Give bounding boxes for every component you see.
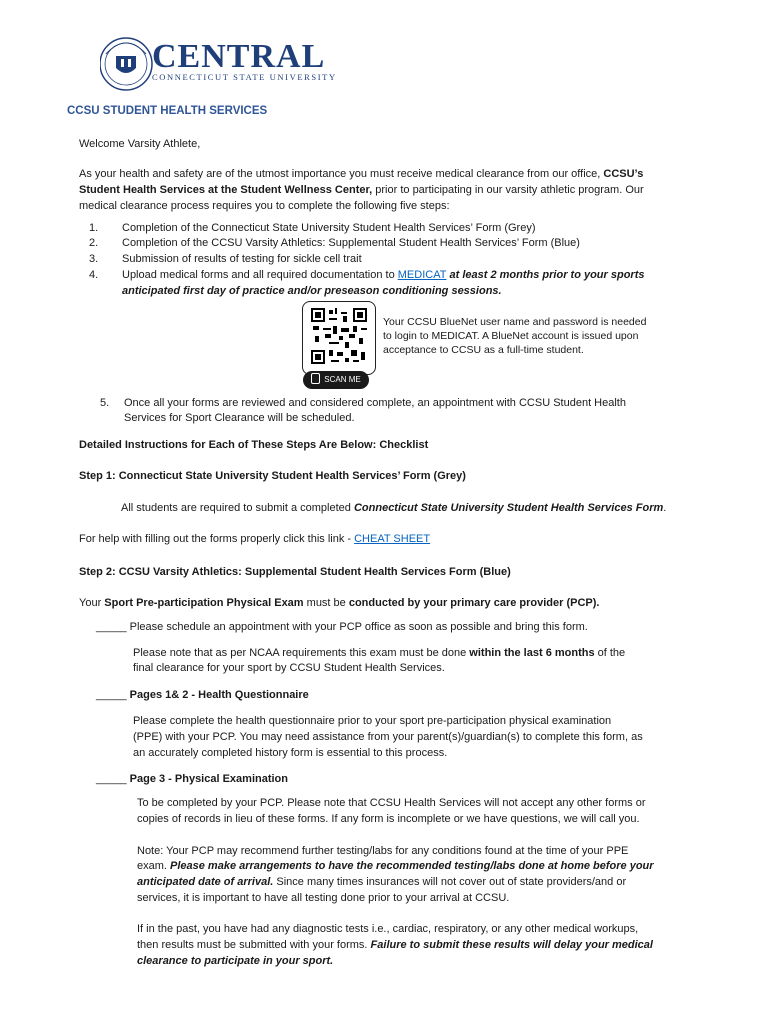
hq-line-3: an accurately completed history form is essential to this process. <box>133 747 448 759</box>
intro-line-1 <box>79 167 643 183</box>
pe-line-2: copies of records in lieu of these forms. If any form is incomplete or we have questions, we will call you. <box>137 813 640 825</box>
cheat-sheet-link[interactable]: CHEAT SHEET <box>354 533 431 545</box>
ppe-your: Your <box>79 597 105 609</box>
past-bold: Failure to submit these results will delay your medical <box>370 939 653 951</box>
phone-icon <box>311 373 320 384</box>
step-4-bold-line-2: anticipated first day of practice and/or preseason conditioning sessions. <box>122 285 502 297</box>
ncaa-text-2: of the <box>594 647 626 659</box>
ppe-pcp-bold: conducted by your primary care provider (PCP). <box>348 597 600 609</box>
checklist-blank[interactable]: _____ <box>96 689 127 701</box>
ppe-must-be: must be <box>303 597 349 609</box>
checklist-blank[interactable]: _____ <box>96 773 127 785</box>
step-5-line-2: Services for Sport Clearance will be scheduled. <box>124 412 355 424</box>
medicat-link[interactable]: MEDICAT <box>397 269 447 281</box>
note-bold: Please make arrangements to have the recommended testing/labs done at home before your <box>170 860 654 872</box>
schedule-text: Please schedule an appointment with your PCP office as soon as possible and bring this form. <box>126 621 588 633</box>
brand-name: CENTRAL <box>152 38 326 75</box>
step-item: Completion of the CCSU Varsity Athletics: Supplemental Student Health Services’ Form (Blue) <box>122 237 580 249</box>
pages-1-2-title: Pages 1& 2 - Health Questionnaire <box>126 689 309 701</box>
ppe-bold: Sport Pre-participation Physical Exam <box>104 597 304 609</box>
step-item <box>122 268 645 284</box>
ppe-line <box>79 596 599 612</box>
step-item: Completion of the Connecticut State University Student Health Services’ Form (Grey) <box>122 222 536 234</box>
step-1-text <box>121 501 666 517</box>
hq-line-1: Please complete the health questionnaire prior to your sport pre-participation physical examination <box>133 715 612 727</box>
intro-text-2: prior to participating in our varsity athletic program. Our <box>372 184 644 196</box>
step-1-form-name: Connecticut State University Student Health Services Form <box>353 502 664 514</box>
step-1-lead: All students are required to submit a completed <box>121 502 354 514</box>
step-number: 3. <box>89 253 99 265</box>
note-exam: exam. <box>137 860 171 872</box>
step-number: 2. <box>89 237 99 249</box>
hq-line-2: (PPE) with your PCP. You may need assistance from your parent(s)/guardian(s) to complete this form, as <box>133 731 643 743</box>
scan-me-label: SCAN ME <box>324 375 361 384</box>
past-text: then results must be submitted with your forms. <box>137 939 371 951</box>
detailed-instructions-heading: Detailed Instructions for Each of These Steps Are Below: Checklist <box>79 439 429 451</box>
step-2-title: Step 2: CCSU Varsity Athletics: Supplemental Student Health Services Form (Blue) <box>79 566 511 578</box>
step-4-text: Upload medical forms and all required documentation to <box>122 269 398 281</box>
intro-text: As your health and safety are of the utmost importance you must receive medical clearance from our office, <box>79 168 604 180</box>
step-item: Submission of results of testing for sickle cell trait <box>122 253 362 265</box>
intro-bold-2: Student Health Services at the Student Wellness Center, <box>79 184 373 196</box>
ncaa-line-1 <box>133 646 625 662</box>
qr-code-frame <box>302 301 376 375</box>
scan-me-badge <box>303 371 369 389</box>
checklist-item-page-3 <box>96 772 288 788</box>
step-1-title: Step 1: Connecticut State University Student Health Services’ Form (Grey) <box>79 470 466 482</box>
step-number: 1. <box>89 222 99 234</box>
note-line-3 <box>137 875 626 891</box>
past-line-3: clearance to participate in your sport. <box>137 955 334 967</box>
note-line-4: services, it is important to have all testing done prior to your arrival at CCSU. <box>137 892 510 904</box>
past-line-2 <box>137 938 653 954</box>
bluenet-note: Your CCSU BlueNet user name and password is needed to login to MEDICAT. A BlueNet account is issued upon acceptance to CCSU as a full-time student. <box>383 316 647 356</box>
qr-code[interactable] <box>311 308 367 364</box>
intro-line-2 <box>79 183 644 199</box>
note-text: Since many times insurances will not cover out of state providers/and or <box>273 876 627 888</box>
greeting: Welcome Varsity Athlete, <box>79 138 201 150</box>
note-line-1: Note: Your PCP may recommend further testing/labs for any conditions found at the time of your PPE <box>137 845 629 857</box>
intro-line-3: medical clearance process requires you to complete the following five steps: <box>79 200 450 212</box>
note-bold-2: anticipated date of arrival. <box>137 876 274 888</box>
help-line <box>79 532 430 548</box>
checklist-item-schedule <box>96 620 588 636</box>
past-line-1: If in the past, you have had any diagnostic tests i.e., cardiac, respiratory, or any other medical workups, <box>137 923 639 935</box>
help-text: For help with filling out the forms properly click this link - <box>79 533 355 545</box>
step-number: 4. <box>89 269 99 281</box>
ncaa-line-2: final clearance for your sport by CCSU Student Health Services. <box>133 662 445 674</box>
ncaa-bold: within the last 6 months <box>469 647 595 659</box>
note-line-2 <box>137 859 654 875</box>
step-5-line-1: Once all your forms are reviewed and considered complete, an appointment with CCSU Student Health <box>124 397 626 409</box>
pe-line-1: To be completed by your PCP. Please note that CCSU Health Services will not accept any other forms or <box>137 797 646 809</box>
step-4-bold: at least 2 months prior to your sports <box>446 269 645 281</box>
checklist-item-pages-1-2 <box>96 688 309 704</box>
checklist-blank[interactable]: _____ <box>96 621 127 633</box>
ncaa-text: Please note that as per NCAA requirements this exam must be done <box>133 647 470 659</box>
page-3-title: Page 3 - Physical Examination <box>126 773 288 785</box>
step-number: 5. <box>100 397 110 409</box>
brand-subtitle: CONNECTICUT STATE UNIVERSITY <box>152 72 337 82</box>
page-heading: CCSU STUDENT HEALTH SERVICES <box>67 105 268 117</box>
intro-bold: CCSU’s <box>603 168 644 180</box>
step-1-period: . <box>663 502 667 514</box>
